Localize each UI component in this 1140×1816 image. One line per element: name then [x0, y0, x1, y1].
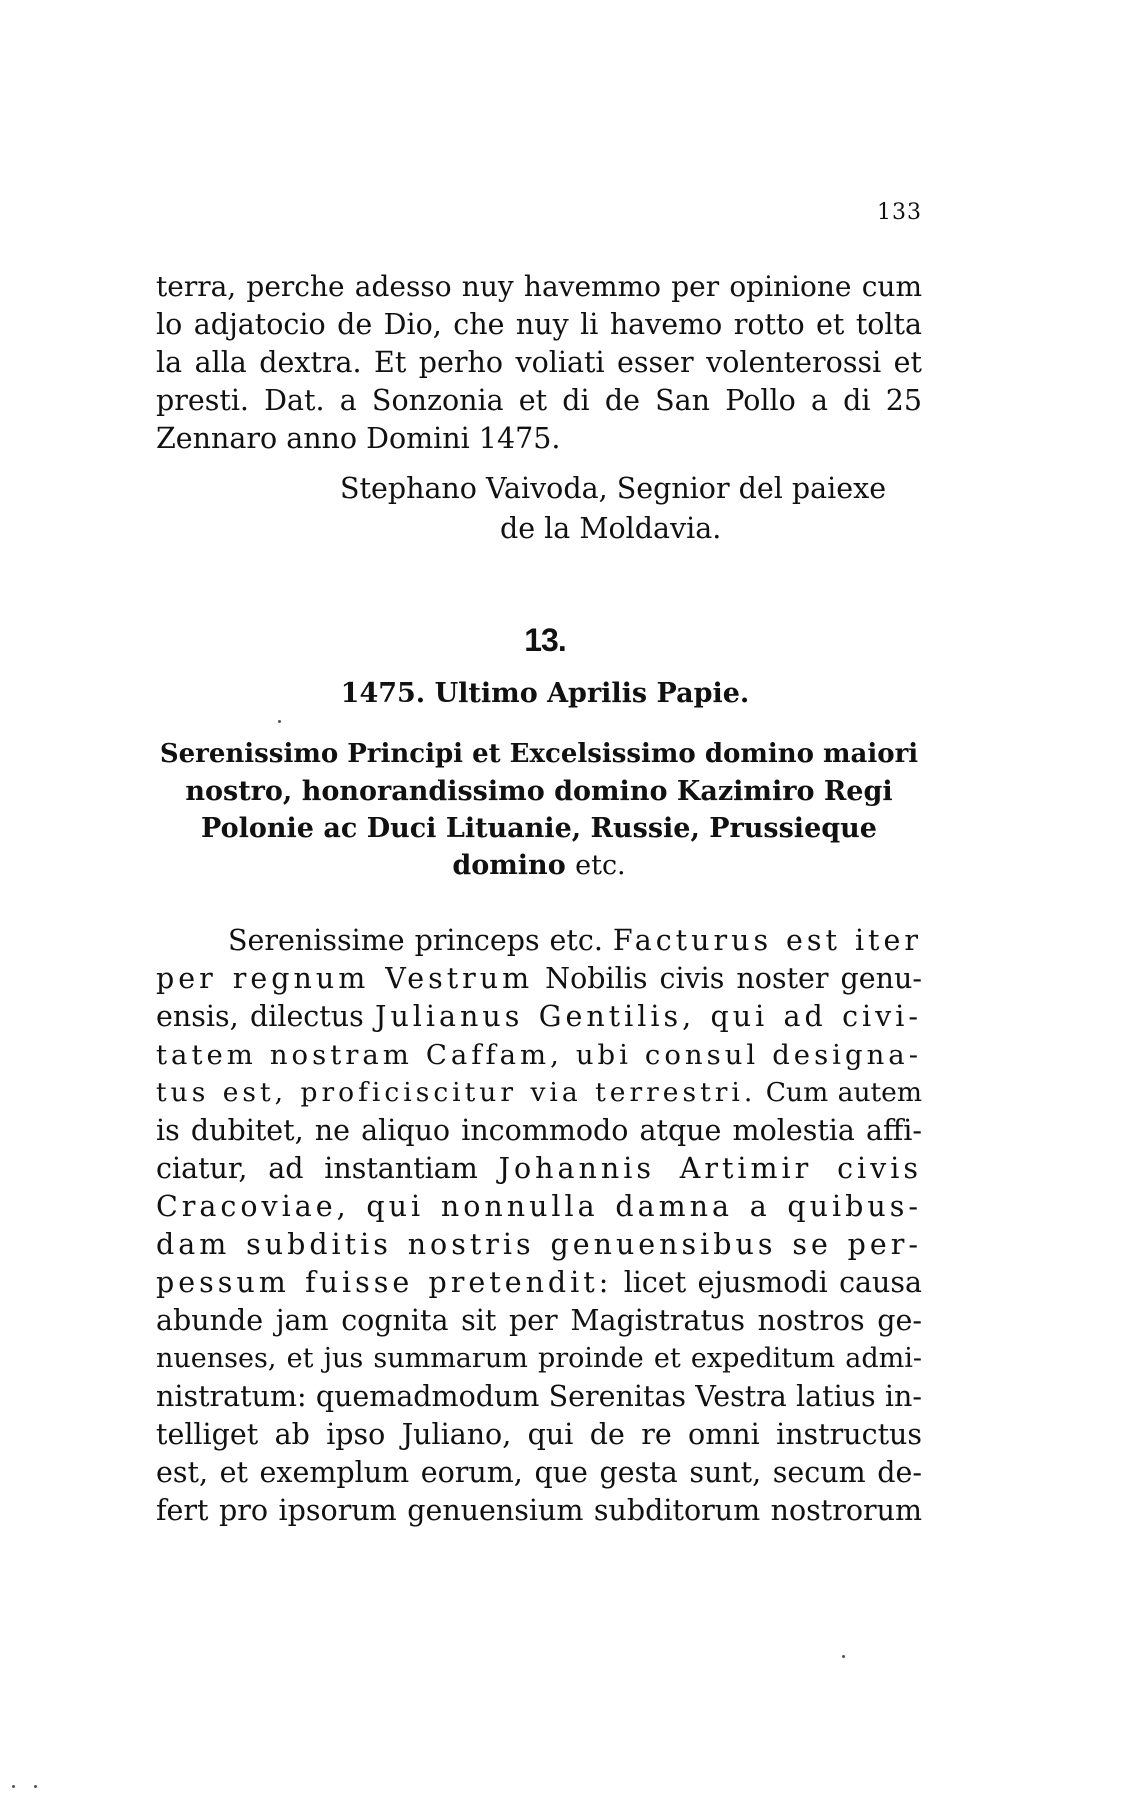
- text-line: Cracoviae, qui nonnulla damna a quibus-: [156, 1190, 922, 1223]
- address-line: nostro, honorandissimo domino Kazimiro Regi: [185, 776, 893, 807]
- text-run: Nobilis civis noster genu-: [545, 962, 922, 995]
- spaced-text: tus est, proficiscitur via terrestri.: [156, 1077, 757, 1108]
- spaced-text: per regnum Vestrum: [156, 962, 534, 995]
- spaced-text: Facturus est iter: [612, 924, 923, 957]
- text-line: nistratum: quemadmodum Serenitas Vestra latius in-: [156, 1380, 922, 1413]
- text-run: Serenissime princeps etc.: [228, 924, 603, 957]
- text-run: licet ejusmodi causa: [623, 1266, 922, 1299]
- text-line: terra, perche adesso nuy havemmo per opinione cum: [156, 270, 922, 303]
- text-line: est, et exemplum eorum, que gesta sunt, secum de-: [156, 1456, 922, 1489]
- page-number: 133: [877, 200, 922, 225]
- address-word: etc.: [575, 850, 626, 881]
- address-line: Serenissimo Principi et Excelsissimo domino maiori: [159, 739, 919, 769]
- scan-speck: [278, 720, 281, 723]
- text-line: [156, 960, 922, 998]
- text-line: fert pro ipsorum genuensium subditorum nostrorum: [156, 1494, 922, 1527]
- address-line: [156, 847, 922, 884]
- spaced-text: Johannis Artimir civis: [498, 1152, 922, 1185]
- text-line: [156, 998, 922, 1036]
- text-line: [156, 1264, 922, 1302]
- signature-line: Stephano Vaivoda, Segnior del paiexe: [340, 472, 887, 505]
- text-line: [156, 1074, 922, 1112]
- text-line: Zennaro anno Domini 1475.: [156, 422, 561, 455]
- text-line: abunde jam cognita sit per Magistratus nostros ge-: [156, 1304, 922, 1337]
- document-address: [156, 736, 922, 884]
- scan-speck: [12, 1785, 15, 1788]
- spaced-text: pessum fuisse pretendit:: [156, 1266, 613, 1299]
- text-line: tatem nostram Caffam, ubi consul designa-: [156, 1039, 922, 1071]
- body-paragraph: [156, 922, 922, 1530]
- text-line: nuenses, et jus summarum proinde et expeditum admi-: [156, 1343, 922, 1374]
- scan-speck: [34, 1785, 37, 1788]
- text-line: telliget ab ipso Juliano, qui de re omni instructus: [156, 1418, 922, 1451]
- text-line: dam subditis nostris genuensibus se per-: [156, 1228, 922, 1261]
- address-word: domino: [452, 850, 566, 881]
- text-line: presti. Dat. a Sonzonia et di de San Pollo a di 25: [156, 384, 922, 417]
- text-line: lo adjatocio de Dio, che nuy li havemo rotto et tolta: [156, 308, 922, 341]
- text-run: ciatur, ad instantiam: [156, 1152, 478, 1185]
- address-line: Polonie ac Duci Lituanie, Russie, Prussieque: [201, 813, 877, 844]
- text-line: [156, 1150, 922, 1188]
- text-line: is dubitet, ne aliquo incommodo atque molestia affi-: [156, 1114, 922, 1147]
- scan-speck: [842, 1655, 845, 1658]
- text-run: Cum autem: [765, 1077, 922, 1108]
- signature-line: de la Moldavia.: [500, 512, 722, 545]
- text-run: ensis, dilectus: [156, 1000, 364, 1033]
- top-paragraph: [156, 268, 922, 458]
- text-line: la alla dextra. Et perho voliati esser volenterossi et: [156, 346, 922, 379]
- document-dateline: 1475. Ultimo Aprilis Papie.: [340, 678, 750, 709]
- document-number: 13.: [524, 622, 566, 658]
- text-line: [156, 922, 922, 960]
- spaced-text: Julianus Gentilis, qui ad civi-: [375, 1000, 922, 1033]
